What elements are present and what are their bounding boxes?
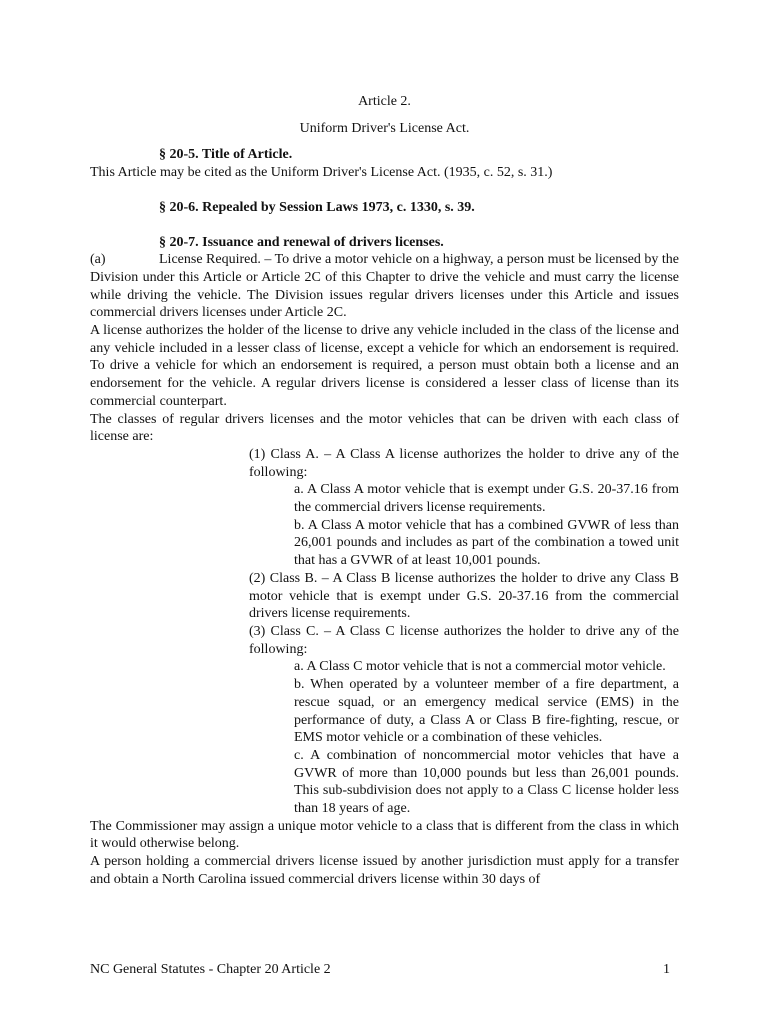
section-20-5-heading: § 20-5. Title of Article. [159,147,293,163]
class-c-subitem-b: b. When operated by a volunteer member of a fire department, a rescue squad, or an emergency medical service (EMS) in the performance of duty, a Class A or Class B fire-fighting, rescue, or EMS motor vehicle or a combination of these vehicles. [294,677,679,746]
class-c-item: (3) Class C. – A Class C license authorizes the holder to drive any of the following: [249,623,679,657]
page-footer [90,961,670,979]
section-20-5-text: This Article may be cited as the Uniform Driver's License Act. (1935, c. 52, s. 31.) [90,165,553,181]
footer-title: NC General Statutes - Chapter 20 Article 2 [90,962,331,977]
article-title: Article 2. [358,94,411,109]
paragraph-transfer: A person holding a commercial drivers license issued by another jurisdiction must apply for a transfer and obtain a North Carolina issued commercial drivers license within 30 days of [90,854,679,887]
class-c-subitem-c: c. A combination of noncommercial motor vehicles that have a GVWR of more than 10,000 pounds but less than 26,001 pounds. This sub-subdivision does not apply to a Class C license holder less than 18 years of age. [294,747,679,817]
class-a-item: (1) Class A. – A Class A license authorizes the holder to drive any of the following: [249,446,679,480]
act-title: Uniform Driver's License Act. [299,120,470,136]
class-a-subitem-a: a. A Class A motor vehicle that is exempt under G.S. 20-37.16 from the commercial drivers license requirements. [294,482,679,516]
section-20-6-heading: § 20-6. Repealed by Session Laws 1973, c. 1330, s. 39. [159,199,475,215]
subsection-a-text: License Required. – To drive a motor vehicle on a highway, a person must be licensed by the Division under this Article or Article 2C of this Chapter to drive the vehicle and must carry the license while driving the vehicle. The Division issues regular drivers licenses under this Article and issues commercial drivers licenses under Article 2C. [90,252,679,321]
subsection-a [90,251,679,322]
paragraph-classes: The classes of regular drivers licenses and the motor vehicles that can be driven with each class of license are: [90,411,679,445]
paragraph-license-authorizes: A license authorizes the holder of the license to drive any vehicle included in the class of the license and any vehicle included in a lesser class of license, except a vehicle for which an endorsement is required. To drive a vehicle for which an endorsement is required, a person must obtain both a license and an endorsement for the vehicle. A regular drivers license is considered a lesser class of license than its commercial counterpart. [90,323,679,409]
page-number: 1 [663,962,670,977]
subsection-a-label: (a) [90,252,106,268]
section-20-7-heading: § 20-7. Issuance and renewal of drivers licenses. [159,234,444,250]
paragraph-commissioner: The Commissioner may assign a unique motor vehicle to a class that is different from the class in which it would otherwise belong. [90,818,679,852]
class-c-subitem-a: a. A Class C motor vehicle that is not a commercial motor vehicle. [294,659,666,675]
class-a-subitem-b: b. A Class A motor vehicle that has a combined GVWR of less than 26,001 pounds and includes as part of the combination a towed unit that has a GVWR of at least 10,001 pounds. [294,517,679,569]
class-b-item: (2) Class B. – A Class B license authorizes the holder to drive any Class B motor vehicle that is exempt under G.S. 20-37.16 from the commercial drivers license requirements. [249,570,679,622]
document-body [90,93,679,889]
